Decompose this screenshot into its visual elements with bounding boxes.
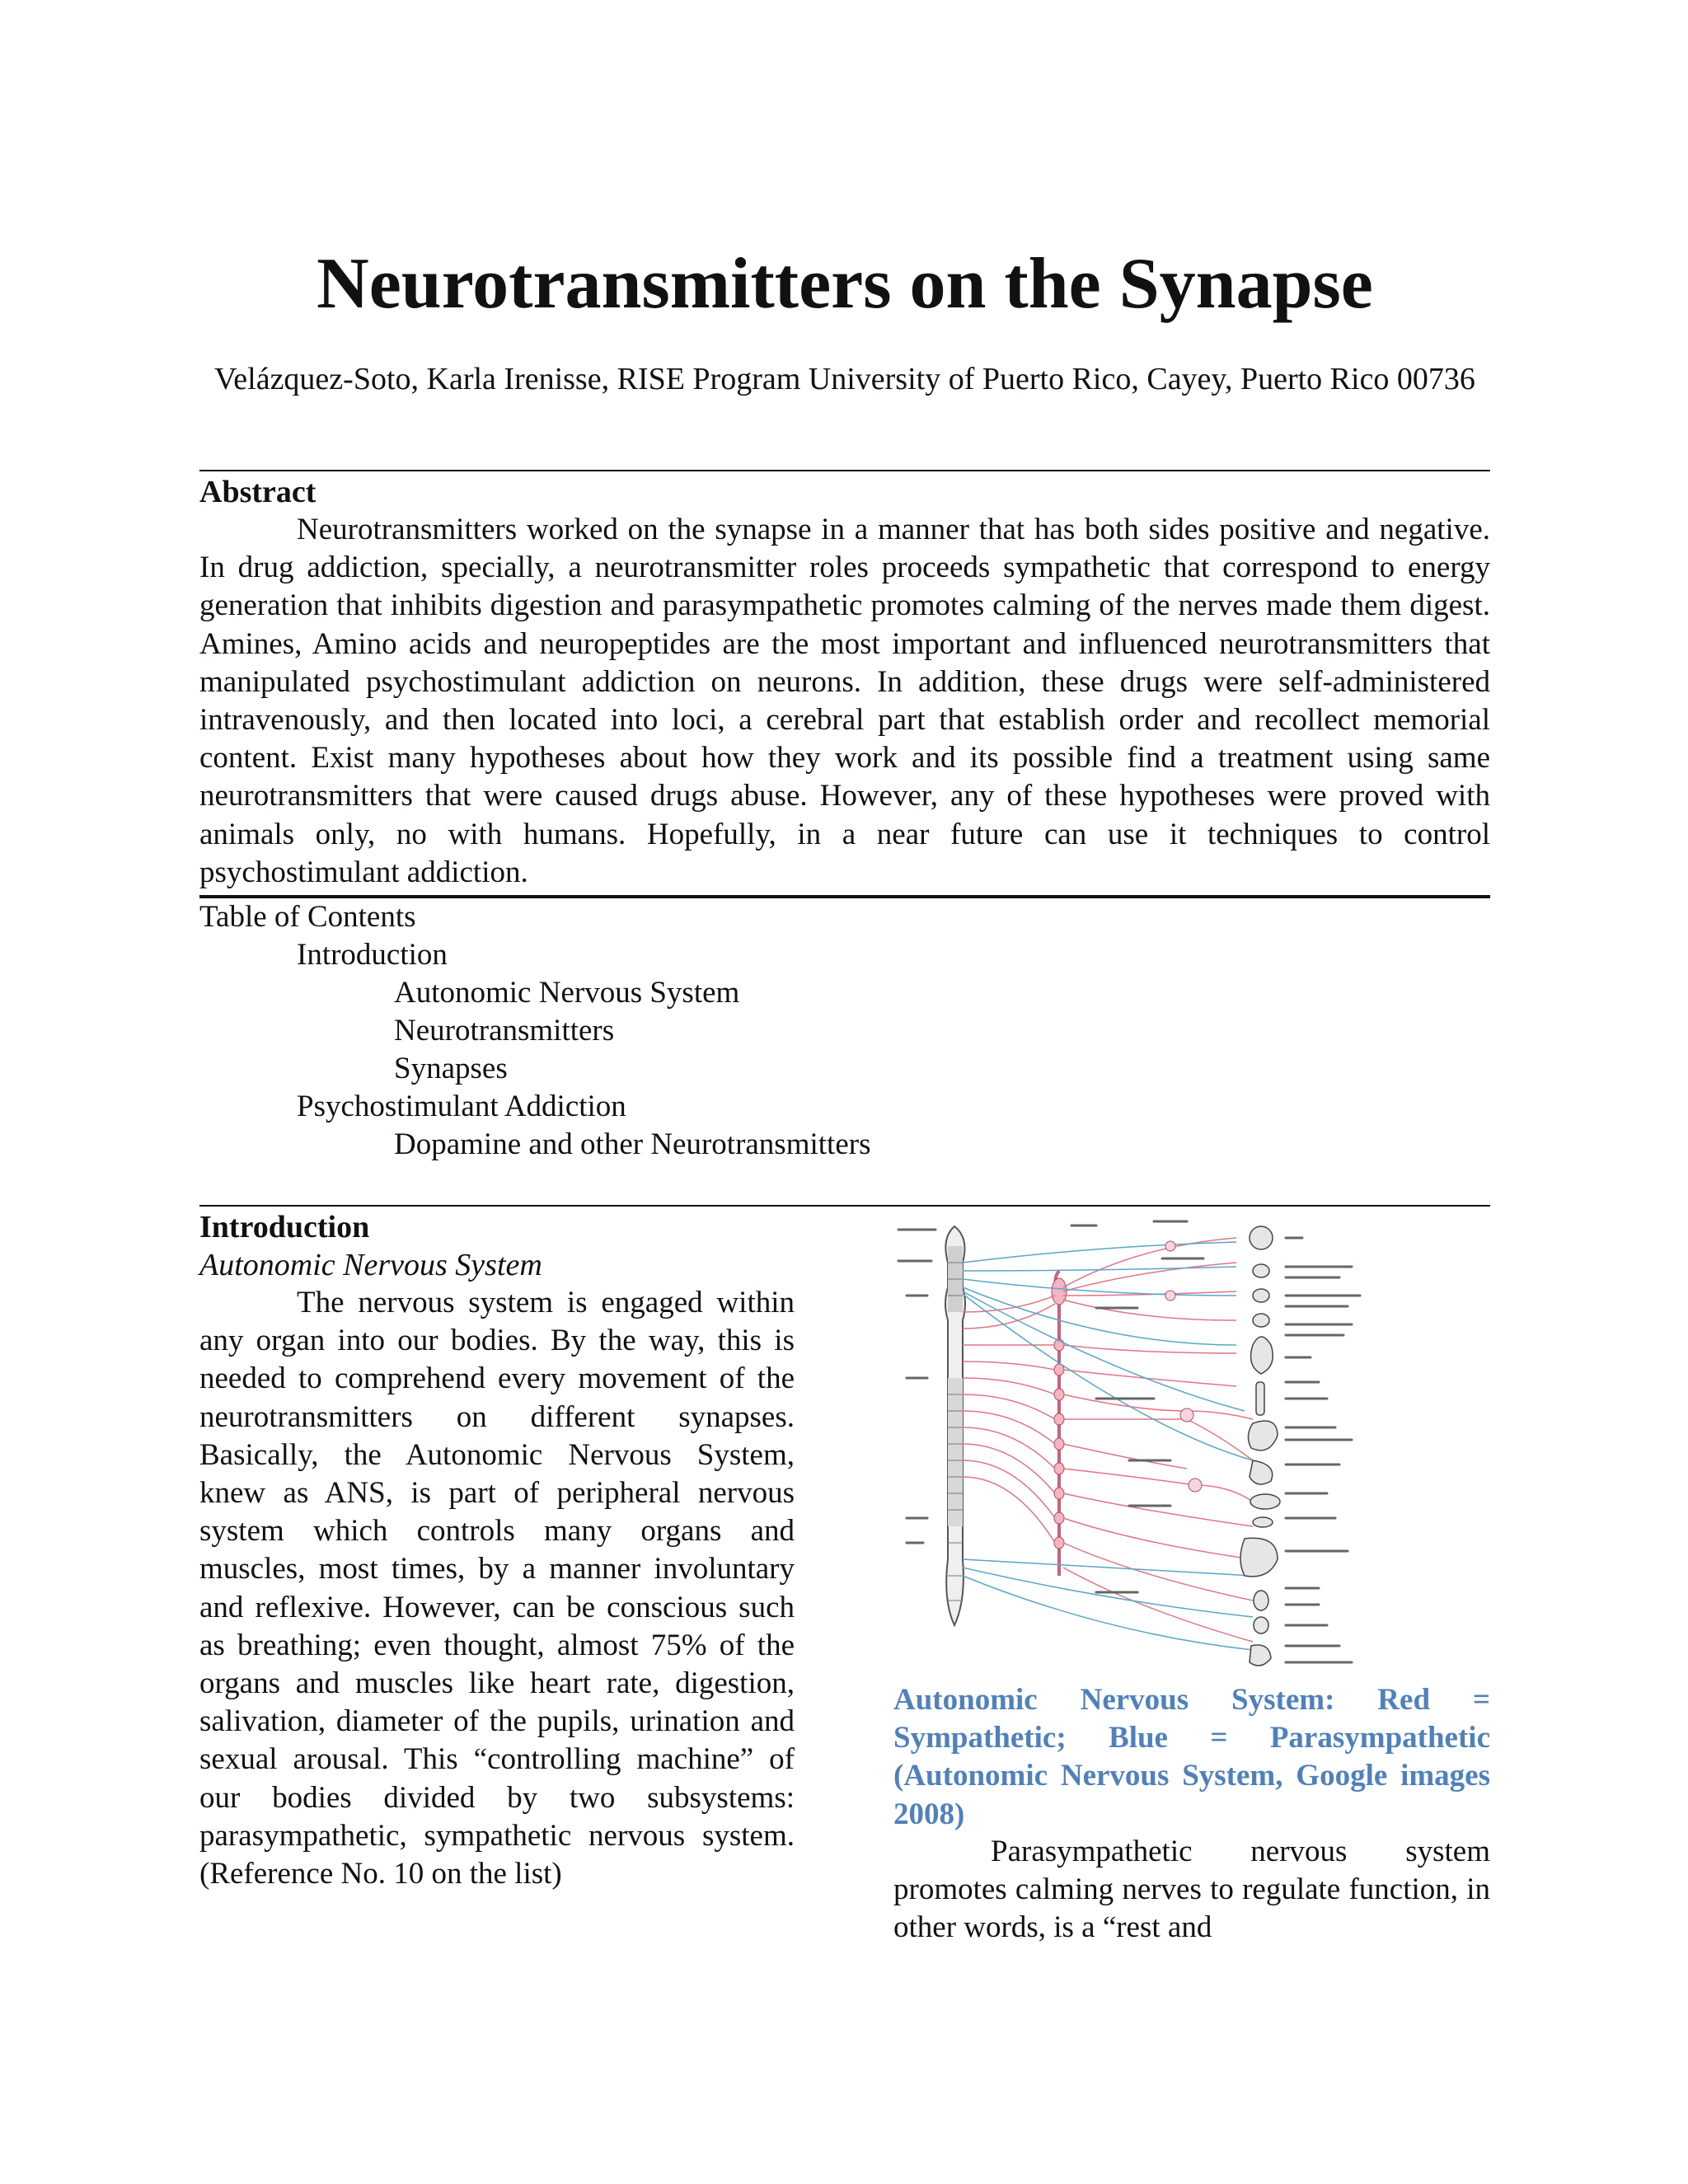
introduction-heading: Introduction	[199, 1210, 370, 1244]
introduction-text: The nervous system is engaged within any organ into our bodies. By the way, this is needed to comprehend every movement of the neurotransmitters on different synapses. Basically, the Autonomic Nervous System, knew as ANS, is part of peripheral nervous system which controls many organs and muscles, most times, by a manner involuntary and reflexive. However, can be conscious such as breathing; even thought, almost 75% of the organs and muscles like heart rate, digestion, salivation, diameter of the pupils, urination and sexual arousal. This “controlling machine” of our bodies divided by two subsystems: parasympathetic, sympathetic nervous system. (Reference No. 10 on the list)	[199, 1286, 795, 1891]
toc-item: Introduction	[297, 938, 448, 972]
toc-heading: Table of Contents	[199, 900, 416, 934]
figure-caption: Autonomic Nervous System: Red = Sympathetic; Blue = Parasympathetic (Autonomic Nervous System, Google images 2008)	[893, 1683, 1490, 1831]
abstract-text: Neurotransmitters worked on the synapse in a manner that has both sides positive and negative. In drug addiction, specially, a neurotransmitter roles proceeds sympathetic that correspond to energy generation that inhibits digestion and parasympathetic promotes calming of the nerves made them digest. Amines, Amino acids and neuropeptides are the most important and influenced neurotransmitters that manipulated psychostimulant addiction on neurons. In addition, these drugs were self-administered intravenously, and then located into loci, a cerebral part that establish order and recollect memorial content. Exist many hypotheses about how they work and its possible find a treatment using same neurotransmitters that were caused drugs abuse. However, any of these hypotheses were proved with animals only, no with humans. Hopefully, in a near future can use it techniques to control psychostimulant addiction.	[199, 513, 1490, 889]
divider	[199, 470, 1490, 471]
toc-item: Dopamine and other Neurotransmitters	[394, 1127, 871, 1161]
autonomic-nervous-system-figure	[890, 1213, 1401, 1683]
author-affiliation: Velázquez-Soto, Karla Irenisse, RISE Program University of Puerto Rico, Cayey, Puerto Rico 00736	[214, 362, 1475, 396]
parasympathetic-text: Parasympathetic nervous system promotes calming nerves to regulate function, in other words, is a “rest and	[893, 1835, 1490, 1945]
toc-item: Autonomic Nervous System	[394, 976, 740, 1010]
divider	[199, 1205, 1490, 1207]
ans-subheading: Autonomic Nervous System	[199, 1248, 542, 1282]
table-of-contents	[199, 898, 870, 1164]
document-page	[199, 0, 1490, 2184]
abstract-heading: Abstract	[199, 475, 316, 509]
toc-item: Synapses	[394, 1052, 508, 1085]
toc-item: Neurotransmitters	[394, 1014, 615, 1047]
paper-title: Neurotransmitters on the Synapse	[316, 244, 1373, 324]
toc-item: Psychostimulant Addiction	[297, 1090, 626, 1123]
